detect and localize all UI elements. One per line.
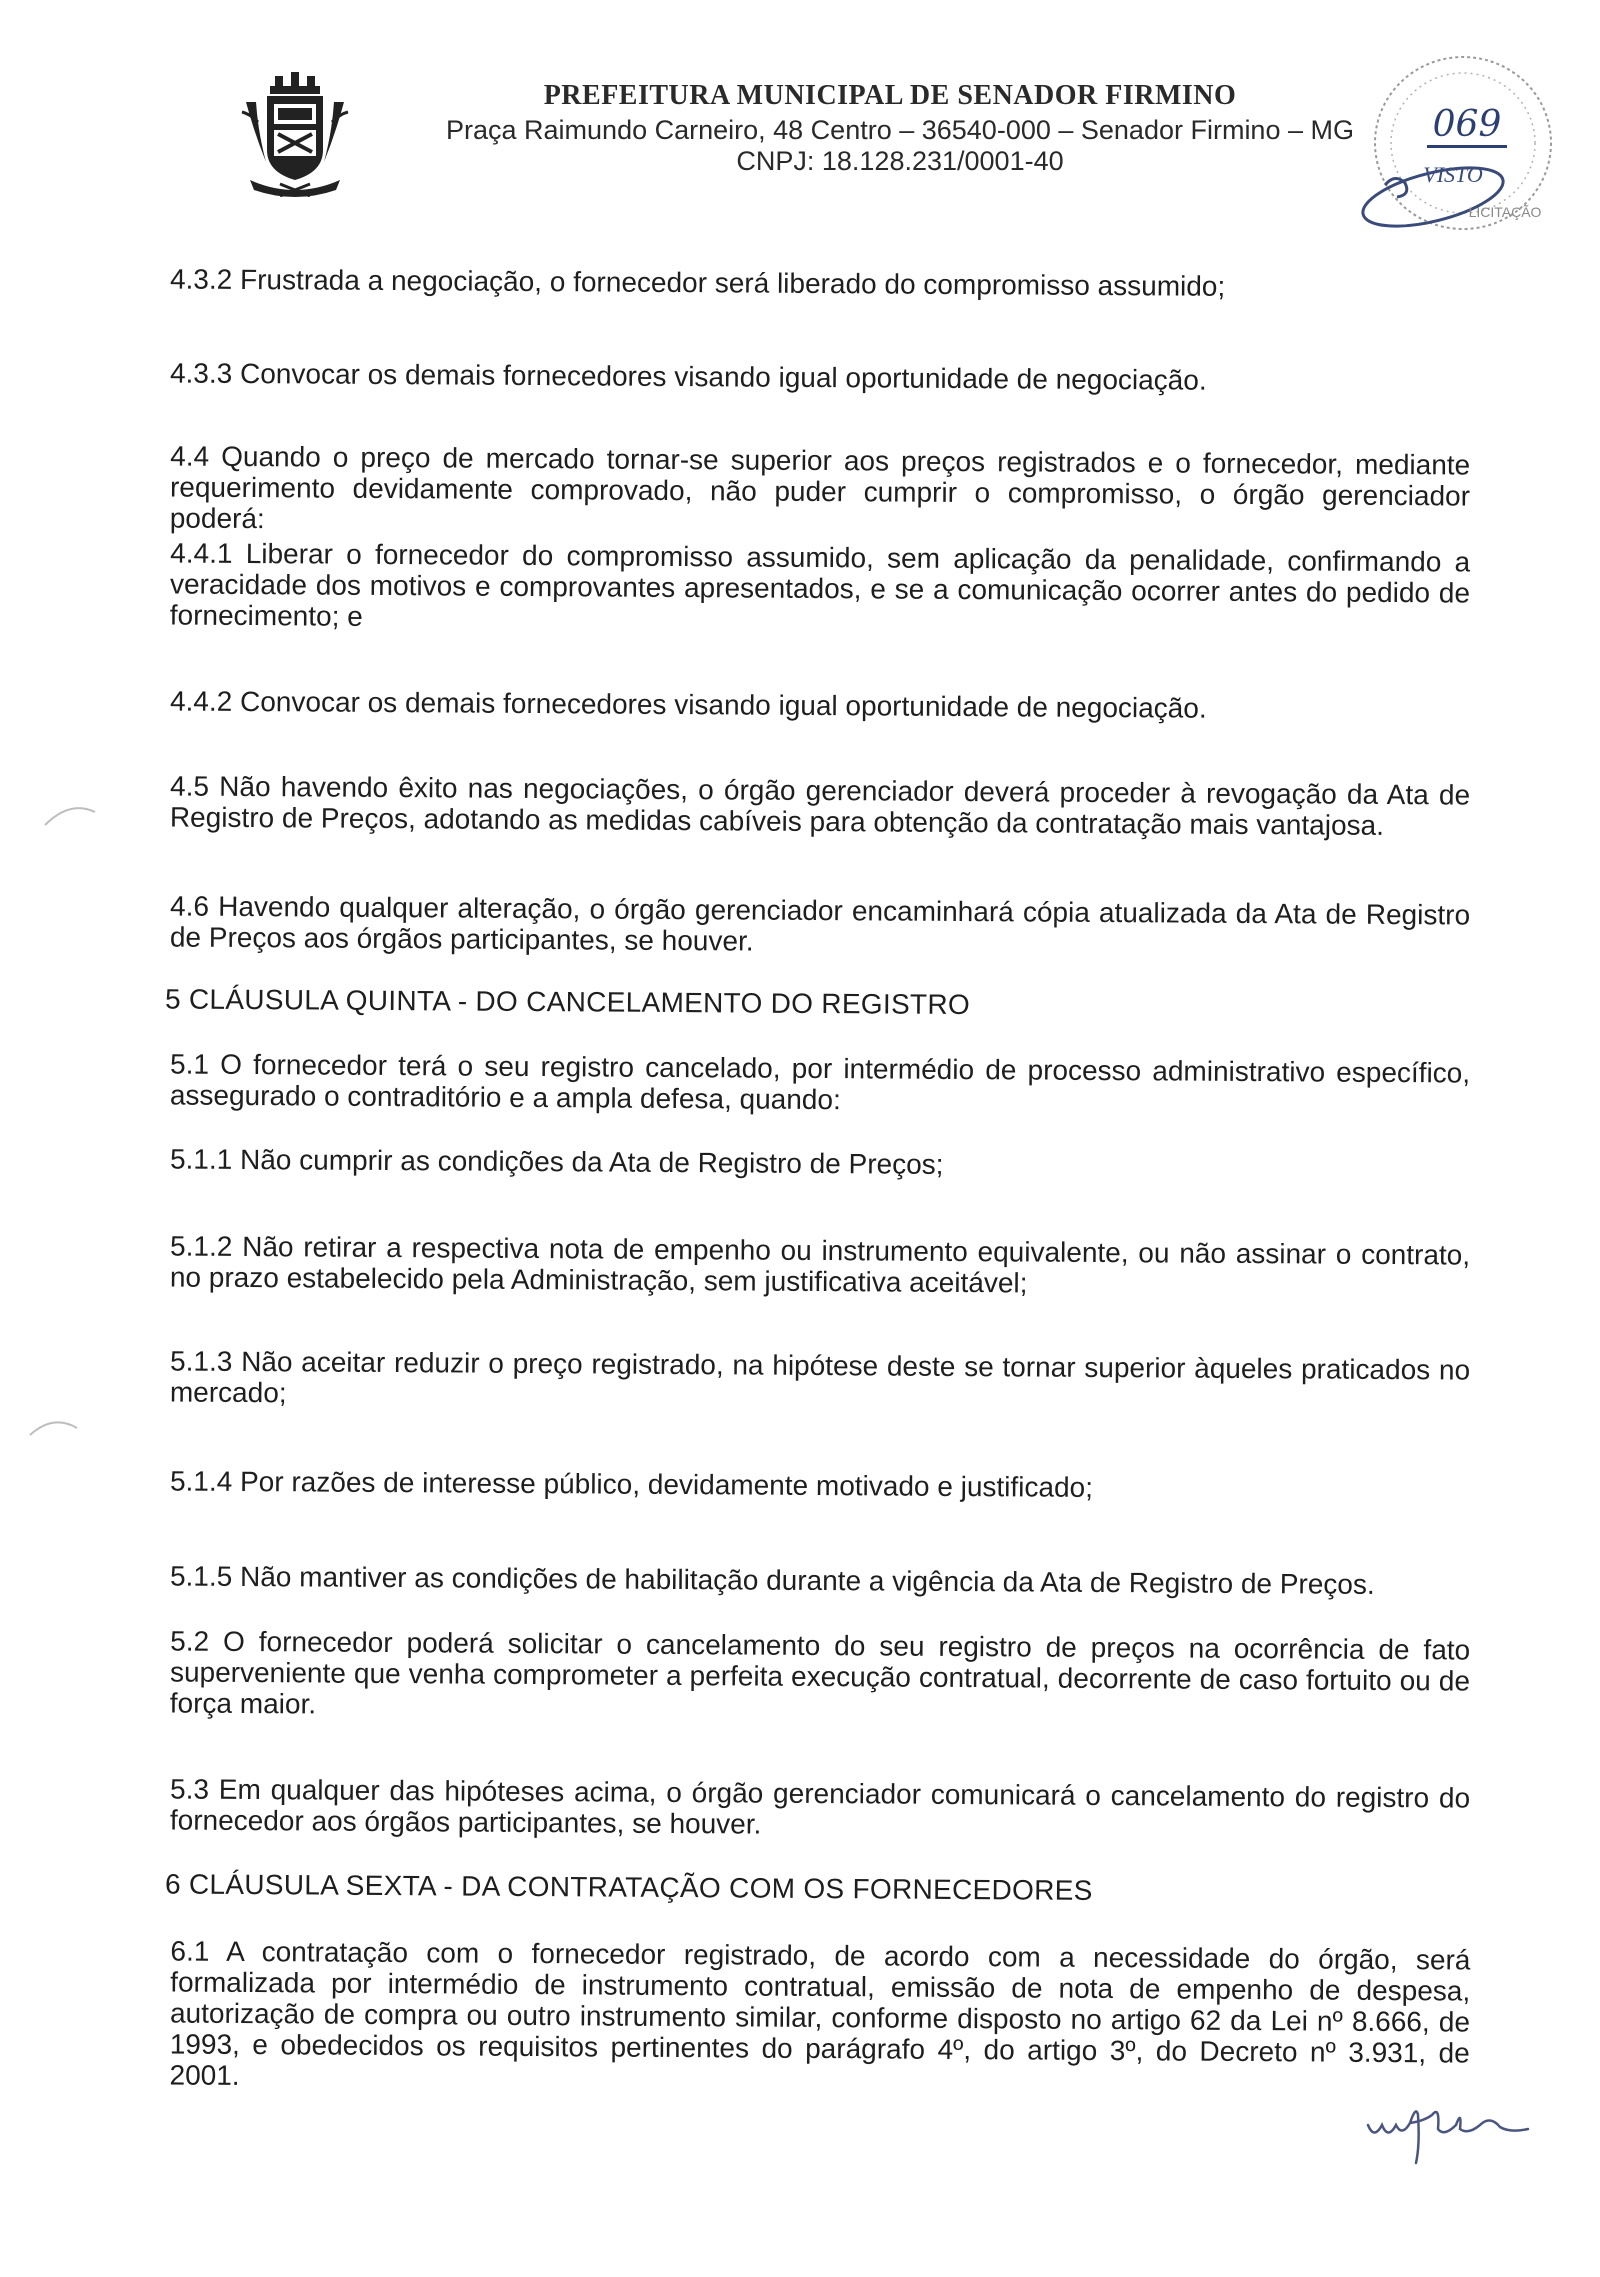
stamp-ring-text: LICITAÇÃO [1468, 204, 1542, 220]
clause-4-3-3: 4.3.3 Convocar os demais fornecedores visando igual oportunidade de negociação. [169, 357, 1207, 396]
clause-5-1-4: 5.1.4 Por razões de interesse público, devidamente motivado e justificado; [169, 1465, 1094, 1503]
punch-mark-icon [25, 1410, 85, 1440]
clause-5-1-2: 5.1.2 Não retirar a respectiva nota de empenho ou instrumento equivalente, ou não assinar o contrato, no prazo estabelecido pela Administração, sem justificativa aceitável; [169, 1230, 1471, 1299]
clause-4-4: 4.4 Quando o preço de mercado tornar-se superior aos preços registrados e o fornecedor, mediante requerimento devidamente comprovado, não puder cumprir o compromisso, o órgão gerenciador poderá: [169, 440, 1471, 535]
municipal-crest-icon [240, 72, 350, 197]
clause-5-1-1: 5.1.1 Não cumprir as condições da Ata de Registro de Preços; [169, 1143, 944, 1180]
clause-4-5: 4.5 Não havendo êxito nas negociações, o órgão gerenciador deverá proceder à revogação da Ata de Registro de Preços, adotando as medidas cabíveis para obtenção da contratação mais vantajosa. [169, 770, 1471, 841]
clause-5-2: 5.2 O fornecedor poderá solicitar o cancelamento do seu registro de preços na ocorrência de fato superveniente que venha comprometer a perfeita execução contratual, decorrente de caso fortuito ou de força maior. [169, 1625, 1471, 1720]
clause-5-1-5: 5.1.5 Não mantiver as condições de habilitação durante a vigência da Ata de Registro de Preços. [169, 1560, 1375, 1600]
clause-4-3-2: 4.3.2 Frustrada a negociação, o fornecedor será liberado do compromisso assumido; [169, 263, 1226, 302]
stamp-visto-text: VISTO [1423, 162, 1483, 187]
letterhead-title: PREFEITURA MUNICIPAL DE SENADOR FIRMINO [543, 80, 1237, 111]
stamp-page-number: 069 [1427, 105, 1507, 148]
clause-4-4-1: 4.4.1 Liberar o fornecedor do compromisso assumido, sem aplicação da penalidade, confirmando a veracidade dos motivos e comprovantes apresentados, e se a comunicação ocorrer antes do pedido de fornecimento; e [169, 537, 1471, 632]
letterhead-address: Praça Raimundo Carneiro, 48 Centro – 36540-000 – Senador Firmino – MG [446, 115, 1354, 145]
clause-4-4-2: 4.4.2 Convocar os demais fornecedores visando igual oportunidade de negociação. [169, 685, 1207, 724]
section-6-heading: 6 CLÁUSULA SEXTA - DA CONTRATAÇÃO COM OS FORNECEDORES [164, 1868, 1093, 1906]
clause-5-1: 5.1 O fornecedor terá o seu registro cancelado, por intermédio de processo administrativo específico, assegurado o contraditório e a ampla defesa, quando: [169, 1048, 1471, 1116]
page-stamp [1345, 55, 1570, 235]
clause-5-3: 5.3 Em qualquer das hipóteses acima, o órgão gerenciador comunicará o cancelamento do registro do fornecedor aos órgãos participantes, se houver. [169, 1773, 1471, 1840]
punch-mark-icon [40, 800, 100, 830]
clause-4-6: 4.6 Havendo qualquer alteração, o órgão gerenciador encaminhará cópia atualizada da Ata de Registro de Preços aos órgãos participantes, se houver. [169, 890, 1471, 957]
clause-6-1: 6.1 A contratação com o fornecedor registrado, de acordo com a necessidade do órgão, será formalizada por intermédio de instrumento contratual, emissão de nota de empenho de despesa, autorização de compra ou outro instrumento similar, conforme disposto no artigo 62 da Lei nº 8.666, de 1993, e obedecidos os requisitos pertinentes do parágrafo 4º, do artigo 3º, do Decreto nº 3.931, de 2001. [169, 1935, 1471, 2091]
signature-initials-icon [1360, 2085, 1550, 2165]
section-5-heading: 5 CLÁUSULA QUINTA - DO CANCELAMENTO DO REGISTRO [164, 983, 971, 1021]
letterhead-cnpj: CNPJ: 18.128.231/0001-40 [736, 146, 1064, 176]
clause-5-1-3: 5.1.3 Não aceitar reduzir o preço registrado, na hipótese deste se tornar superior àqueles praticados no mercado; [169, 1345, 1471, 1409]
